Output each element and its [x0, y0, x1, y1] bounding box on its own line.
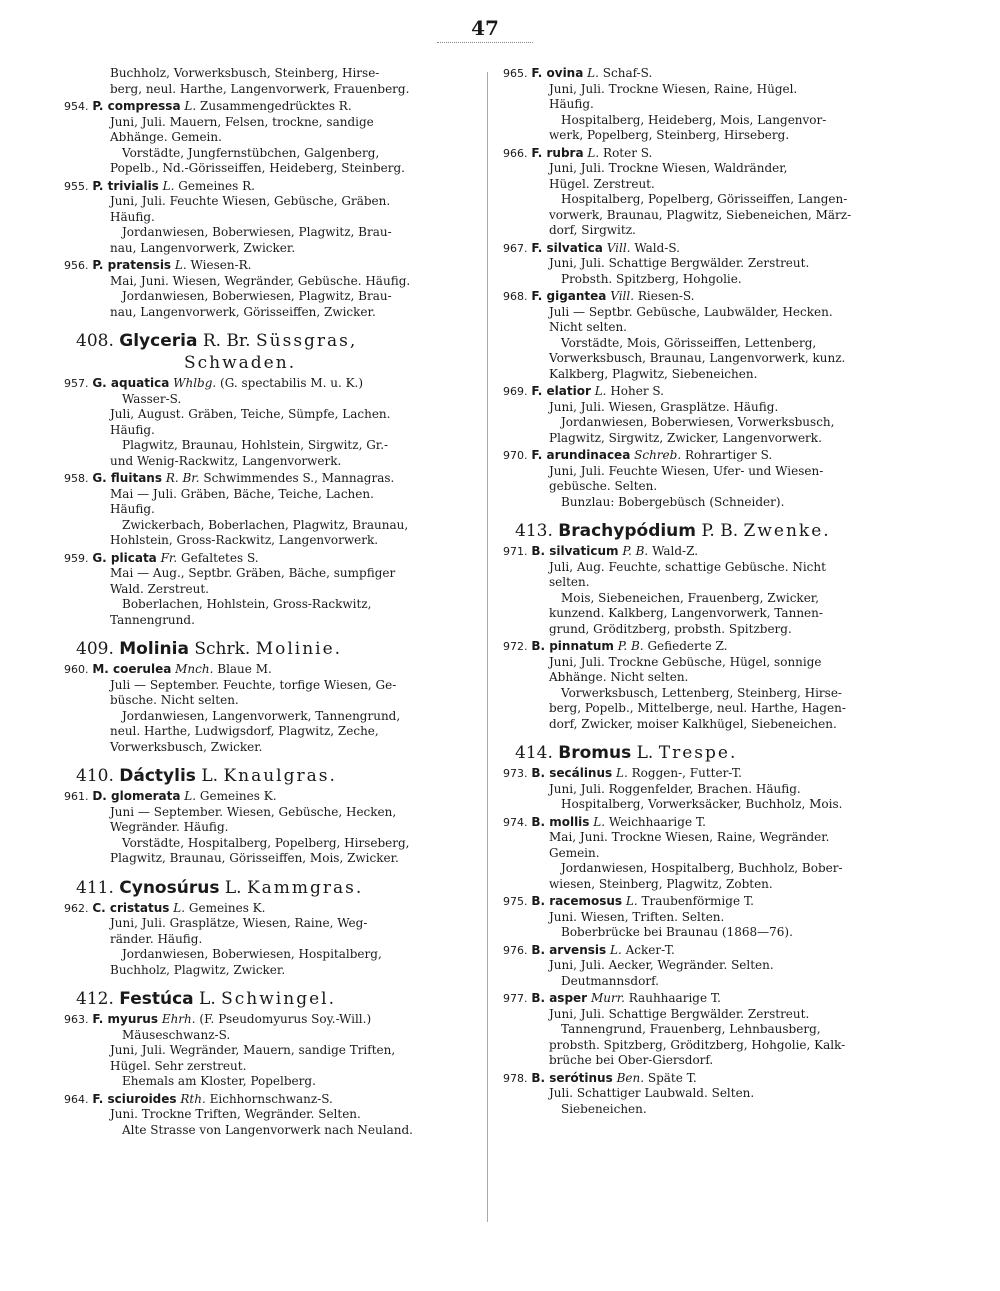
- species-author: L.: [594, 384, 607, 398]
- genus-heading-409: [64, 638, 476, 660]
- genus-common-name: Süssgras,: [256, 331, 358, 351]
- common-name: Wiesen-R.: [190, 258, 252, 272]
- common-name: Rohrartiger S.: [684, 448, 773, 462]
- entry-line: Juni, Juli. Wegränder, Mauern, sandige Triften,: [110, 1043, 396, 1057]
- species-author: L.: [587, 145, 600, 160]
- genus-common-name: Knaulgras.: [223, 766, 337, 786]
- entry-line: Juli. Schattiger Laubwald. Selten.: [549, 1086, 755, 1100]
- entry-line: Abhänge. Nicht selten.: [549, 670, 689, 684]
- species-name: P. compressa: [92, 99, 181, 113]
- genus-number: 413.: [515, 521, 553, 541]
- genus-heading-408: [64, 330, 476, 374]
- species-entry-973: [503, 766, 915, 813]
- common-name: Wald-Z.: [652, 544, 699, 558]
- species-name: G. plicata: [92, 550, 157, 565]
- species-author: R. Br.: [165, 471, 200, 485]
- species-author: Ehrh.: [161, 1012, 196, 1026]
- species-entry-967: [503, 241, 915, 288]
- locality-line: Jordanwiesen, Langenvorwerk, Tannengrund,: [122, 708, 401, 723]
- entry-number: 971.: [503, 545, 528, 558]
- locality-line: nau, Langenvorwerk, Görisseiffen, Zwicker.: [110, 304, 376, 319]
- genus-name: Festúca: [119, 989, 194, 1009]
- entry-number: 970.: [503, 449, 528, 462]
- entry-line: Juni, Juli. Trockne Wiesen, Waldränder,: [549, 161, 788, 175]
- entry-number: 974.: [503, 815, 528, 829]
- species-name: M. coerulea: [92, 662, 172, 676]
- locality-line: Jordanwiesen, Boberwiesen, Hospitalberg,: [122, 947, 382, 961]
- entry-line: Juni, Juli. Schattige Bergwälder. Zerstreut.: [549, 1006, 810, 1021]
- locality-line: Ehemals am Kloster, Popelberg.: [122, 1074, 316, 1088]
- locality-line: Hohlstein, Gross-Rackwitz, Langenvorwerk.: [110, 533, 379, 547]
- species-entry-966: [503, 146, 915, 239]
- locality-line: berg, Popelb., Mittelberge, neul. Harthe, Hagen-: [549, 701, 846, 715]
- entry-number: 963.: [64, 1013, 89, 1026]
- locality-line: dorf, Sirgwitz.: [549, 223, 636, 237]
- species-name: B. mollis: [531, 814, 590, 829]
- genus-number: 414.: [515, 743, 553, 763]
- entry-line: Häufig.: [110, 422, 155, 437]
- locality-line: und Wenig-Rackwitz, Langenvorwerk.: [110, 453, 342, 468]
- entry-line: selten.: [549, 575, 590, 589]
- entry-line: Nicht selten.: [549, 320, 627, 334]
- species-name: B. serótinus: [531, 1070, 613, 1085]
- locality-line: Mois, Siebeneichen, Frauenberg, Zwicker,: [561, 590, 820, 605]
- entry-number: 957.: [64, 377, 89, 390]
- entry-line: Juni, Juli. Feuchte Wiesen, Ufer- und Wiesen-: [549, 463, 824, 478]
- common-name: Acker-T.: [625, 942, 675, 957]
- species-author: Schreb.: [634, 448, 682, 462]
- entry-line: Juni. Trockne Triften, Wegränder. Selten.: [110, 1107, 361, 1121]
- common-name: Gemeines R.: [178, 178, 255, 193]
- genus-author: Schrk.: [194, 639, 251, 659]
- common-name: Späte T.: [647, 1070, 697, 1085]
- locality-line: Kalkberg, Plagwitz, Siebeneichen.: [549, 366, 758, 381]
- locality-line: Vorwerksbusch, Lettenberg, Steinberg, Hirse-: [561, 685, 842, 700]
- common-name: Schaf-S.: [602, 66, 653, 80]
- genus-heading-411: [64, 877, 476, 899]
- locality-line: Popelb., Nd.-Görisseiffen, Heideberg, Steinberg.: [110, 161, 405, 175]
- locality-line: neul. Harthe, Ludwigsdorf, Plagwitz, Zeche,: [110, 724, 379, 738]
- species-entry-965: [503, 66, 915, 144]
- locality-line: Vorstädte, Mois, Görisseiffen, Lettenberg,: [561, 335, 817, 350]
- locality-line: brüche bei Ober-Giersdorf.: [549, 1053, 714, 1067]
- species-entry-955: [64, 179, 476, 257]
- entry-number: 960.: [64, 663, 89, 676]
- species-author: L.: [616, 766, 628, 780]
- species-entry-960: [64, 662, 476, 755]
- locality-line: Vorwerksbusch, Braunau, Langenvorwerk, kunz.: [549, 351, 846, 365]
- genus-heading-410: [64, 765, 476, 787]
- synonym: (F. Pseudomyurus Soy.-Will.): [199, 1012, 372, 1026]
- entry-line: Mai — Juli. Gräben, Bäche, Teiche, Lachen.: [110, 486, 374, 501]
- entry-number: 969.: [503, 385, 528, 398]
- species-author: Vill.: [610, 289, 635, 303]
- locality-line: Boberbrücke bei Braunau (1868—76).: [561, 925, 793, 939]
- entry-line: Mai, Juni. Trockne Wiesen, Raine, Wegränder.: [549, 830, 830, 844]
- species-name: P. trivialis: [92, 178, 159, 193]
- entry-line: Mai, Juni. Wiesen, Wegränder, Gebüsche. Häufig.: [110, 273, 411, 288]
- species-name: B. arvensis: [531, 942, 607, 957]
- entry-number: 961.: [64, 790, 89, 803]
- genus-name: Brachypódium: [558, 521, 697, 541]
- common-name: Blaue M.: [217, 662, 272, 676]
- species-name: P. pratensis: [92, 258, 172, 272]
- locality-line: wiesen, Steinberg, Plagwitz, Zobten.: [549, 876, 773, 891]
- genus-name: Dáctylis: [119, 766, 196, 786]
- common-name: Schwimmendes S., Mannagras.: [203, 471, 395, 485]
- locality-line: Jordanwiesen, Boberwiesen, Plagwitz, Brau-: [122, 289, 392, 303]
- entry-number: 965.: [503, 67, 528, 80]
- common-name: Traubenförmige T.: [641, 894, 754, 908]
- locality-line: Buchholz, Plagwitz, Zwicker.: [110, 962, 286, 977]
- genus-number: 409.: [76, 639, 114, 659]
- entry-number: 973.: [503, 767, 528, 780]
- entry-line: Juni, Juli. Aecker, Wegränder. Selten.: [549, 958, 774, 972]
- entry-line: Juni, Juli. Roggenfelder, Brachen. Häufig.: [549, 781, 801, 796]
- column-divider: [487, 72, 488, 1222]
- locality-line: Hospitalberg, Heideberg, Mois, Langenvor-: [561, 112, 827, 127]
- locality-line: Zwickerbach, Boberlachen, Plagwitz, Braunau,: [122, 517, 409, 532]
- entry-line: Wegränder. Häufig.: [110, 820, 229, 834]
- species-author: Fr.: [160, 550, 178, 565]
- genus-author: L.: [201, 766, 219, 786]
- species-name: B. pinnatum: [531, 639, 614, 653]
- entry-line: Hügel. Sehr zerstreut.: [110, 1058, 247, 1073]
- common-name: Riesen-S.: [637, 289, 695, 303]
- species-entry-962: [64, 901, 476, 979]
- entry-number: 955.: [64, 179, 89, 193]
- species-author: L.: [184, 99, 197, 113]
- species-name: F. gigantea: [531, 289, 607, 303]
- species-author: Murr.: [590, 991, 625, 1005]
- entry-line: Juli — September. Feuchte, torfige Wiesen, Ge-: [110, 677, 397, 692]
- genus-number: 410.: [76, 766, 114, 786]
- species-author: Rth.: [180, 1091, 206, 1106]
- entry-line: Juli, Aug. Feuchte, schattige Gebüsche. Nicht: [549, 559, 826, 574]
- species-entry-978: [503, 1071, 915, 1118]
- genus-name: Bromus: [558, 743, 632, 763]
- species-name: F. myurus: [92, 1012, 158, 1026]
- species-entry-969: [503, 384, 915, 446]
- genus-name: Glyceria: [119, 331, 198, 351]
- genus-name: Cynosúrus: [119, 877, 220, 898]
- entry-line: ränder. Häufig.: [110, 931, 203, 946]
- common-name: Mäuseschwanz-S.: [122, 1027, 231, 1042]
- species-entry-972: [503, 639, 915, 732]
- locality-line: vorwerk, Braunau, Plagwitz, Siebeneichen, März-: [549, 207, 852, 222]
- entry-line: Häufig.: [549, 97, 594, 111]
- locality-line: probsth. Spitzberg, Gröditzberg, Hohgolie, Kalk-: [549, 1037, 846, 1052]
- page-number-rule: [437, 42, 533, 43]
- species-author: L.: [173, 900, 186, 915]
- entry-number: 967.: [503, 241, 528, 255]
- locality-line: Plagwitz, Braunau, Hohlstein, Sirgwitz, Gr.-: [122, 438, 389, 452]
- common-name: Rauhhaarige T.: [628, 991, 721, 1005]
- species-author: L.: [593, 814, 606, 829]
- genus-common-name-cont: Schwaden.: [184, 353, 297, 373]
- species-name: G. fluitans: [92, 471, 162, 485]
- entry-line: Juni, Juli. Trockne Wiesen, Raine, Hügel.: [549, 81, 798, 96]
- species-name: B. asper: [531, 991, 588, 1005]
- entry-number: 977.: [503, 992, 528, 1005]
- entry-line: Häufig.: [110, 502, 155, 516]
- species-name: D. glomerata: [92, 789, 181, 803]
- locality-line: Hospitalberg, Vorwerksäcker, Buchholz, Mois.: [561, 797, 843, 811]
- entry-number: 958.: [64, 472, 89, 485]
- species-entry-964: [64, 1092, 476, 1139]
- locality-line: Deutmannsdorf.: [561, 973, 659, 988]
- species-name: F. rubra: [531, 145, 584, 160]
- species-name: F. ovina: [531, 66, 584, 80]
- entry-line: Gemein.: [549, 845, 600, 860]
- entry-line: Hügel. Zerstreut.: [549, 176, 655, 191]
- genus-number: 408.: [76, 331, 114, 351]
- entry-line: Juni. Wiesen, Triften. Selten.: [549, 909, 725, 924]
- common-name: Roggen-, Futter-T.: [631, 766, 742, 780]
- species-entry-958: [64, 471, 476, 549]
- species-author: L.: [609, 942, 622, 957]
- species-entry-971: [503, 544, 915, 637]
- species-name: B. silvaticum: [531, 544, 619, 558]
- species-entry-956: [64, 258, 476, 320]
- locality-line: Jordanwiesen, Boberwiesen, Plagwitz, Brau-: [122, 225, 392, 239]
- species-name: F. arundinacea: [531, 448, 631, 462]
- locality-line: Plagwitz, Braunau, Görisseiffen, Mois, Zwicker.: [110, 851, 399, 865]
- entry-number: 976.: [503, 943, 528, 957]
- entry-number: 959.: [64, 551, 89, 565]
- genus-author: L.: [199, 989, 216, 1009]
- locality-line: Vorstädte, Jungfernstübchen, Galgenberg,: [122, 145, 380, 160]
- entry-line: Juni, Juli. Feuchte Wiesen, Gebüsche, Gräben.: [110, 194, 391, 208]
- common-name: Weichhaarige T.: [608, 814, 706, 829]
- genus-heading-414: [503, 742, 915, 764]
- species-entry-976: [503, 943, 915, 990]
- species-author: P. B.: [622, 544, 649, 558]
- species-author: P. B.: [617, 639, 644, 653]
- locality-line: nau, Langenvorwerk, Zwicker.: [110, 240, 296, 255]
- species-entry-970: [503, 448, 915, 510]
- species-name: F. elatior: [531, 384, 591, 398]
- entry-number: 954.: [64, 100, 89, 113]
- species-author: Mnch.: [175, 662, 214, 676]
- genus-heading-412: [64, 988, 476, 1010]
- species-entry-963: [64, 1012, 476, 1090]
- species-name: B. secálinus: [531, 766, 613, 780]
- species-name: C. cristatus: [92, 900, 170, 915]
- entry-line: Abhänge. Gemein.: [110, 130, 222, 144]
- genus-number: 412.: [76, 989, 114, 1009]
- species-author: Whlbg.: [173, 376, 217, 390]
- entry-line: Juni, Juli. Mauern, Felsen, trockne, sandige: [110, 114, 374, 129]
- genus-name: Molinia: [119, 639, 189, 659]
- species-name: F. silvatica: [531, 240, 603, 255]
- genus-author: L.: [636, 743, 654, 763]
- locality-line: Bunzlau: Bobergebüsch (Schneider).: [561, 494, 785, 509]
- entry-line: Juni, Juli. Schattige Bergwälder. Zerstreut.: [549, 256, 810, 270]
- species-entry-954: [64, 99, 476, 177]
- genus-common-name: Zwenke.: [743, 521, 831, 541]
- entry-line: Juni, Juli. Grasplätze, Wiesen, Raine, Weg-: [110, 916, 368, 930]
- entry-line: Juni, Juli. Trockne Gebüsche, Hügel, sonnige: [549, 654, 822, 669]
- species-author: Vill.: [606, 240, 631, 255]
- entry-line: Juni, Juli. Wiesen, Grasplätze. Häufig.: [549, 399, 779, 414]
- locality-line: Alte Strasse von Langenvorwerk nach Neuland.: [122, 1122, 413, 1137]
- locality-line: Jordanwiesen, Hospitalberg, Buchholz, Bober-: [561, 861, 843, 875]
- genus-number: 411.: [76, 877, 114, 898]
- entry-number: 966.: [503, 146, 528, 160]
- species-entry-961: [64, 789, 476, 867]
- synonym: (G. spectabilis M. u. K.): [220, 376, 364, 390]
- species-entry-968: [503, 289, 915, 382]
- locality-line: Vorstädte, Hospitalberg, Popelberg, Hirseberg,: [122, 835, 410, 850]
- genus-common-name: Molinie.: [255, 639, 343, 659]
- species-author: Ben.: [616, 1070, 645, 1085]
- entry-number: 972.: [503, 640, 528, 653]
- common-name: Eichhornschwanz-S.: [209, 1091, 333, 1106]
- locality-line: werk, Popelberg, Steinberg, Hirseberg.: [549, 128, 790, 142]
- genus-author: L.: [224, 877, 242, 898]
- species-name: F. sciuroides: [92, 1091, 177, 1106]
- entry-number: 956.: [64, 259, 89, 272]
- species-name: B. racemosus: [531, 894, 623, 908]
- common-name: Zusammengedrücktes R.: [200, 99, 352, 113]
- species-author: L.: [587, 66, 599, 80]
- common-name: Gefiederte Z.: [647, 639, 728, 653]
- common-name: Gemeines K.: [199, 789, 277, 803]
- locality-line: kunzend. Kalkberg, Langenvorwerk, Tannen-: [549, 606, 823, 620]
- species-entry-975: [503, 894, 915, 941]
- locality-line: Plagwitz, Sirgwitz, Zwicker, Langenvorwerk.: [549, 430, 822, 445]
- common-name: Wald-S.: [634, 240, 680, 255]
- locality-line: Probsth. Spitzberg, Hohgolie.: [561, 271, 742, 286]
- entry-number: 975.: [503, 895, 528, 908]
- entry-line: Mai — Aug., Septbr. Gräben, Bäche, sumpfiger: [110, 566, 396, 580]
- genus-author: P. B.: [701, 521, 739, 541]
- continuation-line: berg, neul. Harthe, Langenvorwerk, Frauenberg.: [110, 81, 410, 96]
- entry-number: 968.: [503, 290, 528, 303]
- entry-number: 962.: [64, 901, 89, 915]
- species-entry-959: [64, 551, 476, 629]
- locality-line: dorf, Zwicker, moiser Kalkhügel, Siebeneichen.: [549, 716, 837, 731]
- locality-line: Tannengrund, Frauenberg, Lehnbausberg,: [561, 1022, 821, 1036]
- genus-common-name: Kammgras.: [246, 877, 364, 898]
- entry-line: Häufig.: [110, 209, 155, 224]
- genus-author: R. Br.: [202, 331, 251, 351]
- species-entry-977: [503, 991, 915, 1069]
- entry-line: büsche. Nicht selten.: [110, 693, 239, 707]
- locality-line: Tannengrund.: [110, 612, 195, 627]
- locality-line: Siebeneichen.: [561, 1101, 647, 1116]
- right-column: [503, 66, 915, 1117]
- species-entry-974: [503, 815, 915, 893]
- species-author: L.: [174, 258, 187, 272]
- common-name: Gefaltetes S.: [181, 550, 259, 565]
- locality-line: Boberlachen, Hohlstein, Gross-Rackwitz,: [122, 597, 372, 611]
- locality-line: Hospitalberg, Popelberg, Görisseiffen, Langen-: [561, 192, 848, 206]
- left-column: [64, 66, 476, 1138]
- entry-line: Juni — September. Wiesen, Gebüsche, Hecken,: [110, 804, 397, 819]
- species-entry-957: [64, 376, 476, 469]
- genus-heading-413: [503, 520, 915, 542]
- entry-line: Juli — Septbr. Gebüsche, Laubwälder, Hecken.: [549, 304, 833, 319]
- species-author: L.: [184, 789, 197, 803]
- common-name: Wasser-S.: [122, 391, 182, 406]
- entry-line: Juli, August. Gräben, Teiche, Sümpfe, Lachen.: [110, 407, 391, 421]
- entry-line: Wald. Zerstreut.: [110, 581, 209, 596]
- genus-common-name: Schwingel.: [221, 989, 336, 1009]
- entry-line: gebüsche. Selten.: [549, 479, 658, 493]
- entry-number: 964.: [64, 1092, 89, 1106]
- common-name: Hoher S.: [610, 384, 664, 398]
- entry-number: 978.: [503, 1071, 528, 1085]
- species-author: L.: [625, 894, 638, 908]
- genus-common-name: Trespe.: [658, 743, 738, 763]
- locality-line: Vorwerksbusch, Zwicker.: [110, 739, 263, 754]
- species-name: G. aquatica: [92, 376, 170, 390]
- locality-line: grund, Gröditzberg, probsth. Spitzberg.: [549, 621, 792, 636]
- continuation-line: Buchholz, Vorwerksbusch, Steinberg, Hirse-: [110, 66, 380, 80]
- common-name: Gemeines K.: [188, 900, 266, 915]
- locality-line: Jordanwiesen, Boberwiesen, Vorwerksbusch,: [561, 415, 835, 429]
- page-number: 47: [471, 16, 499, 40]
- common-name: Roter S.: [603, 145, 653, 160]
- species-author: L.: [162, 178, 175, 193]
